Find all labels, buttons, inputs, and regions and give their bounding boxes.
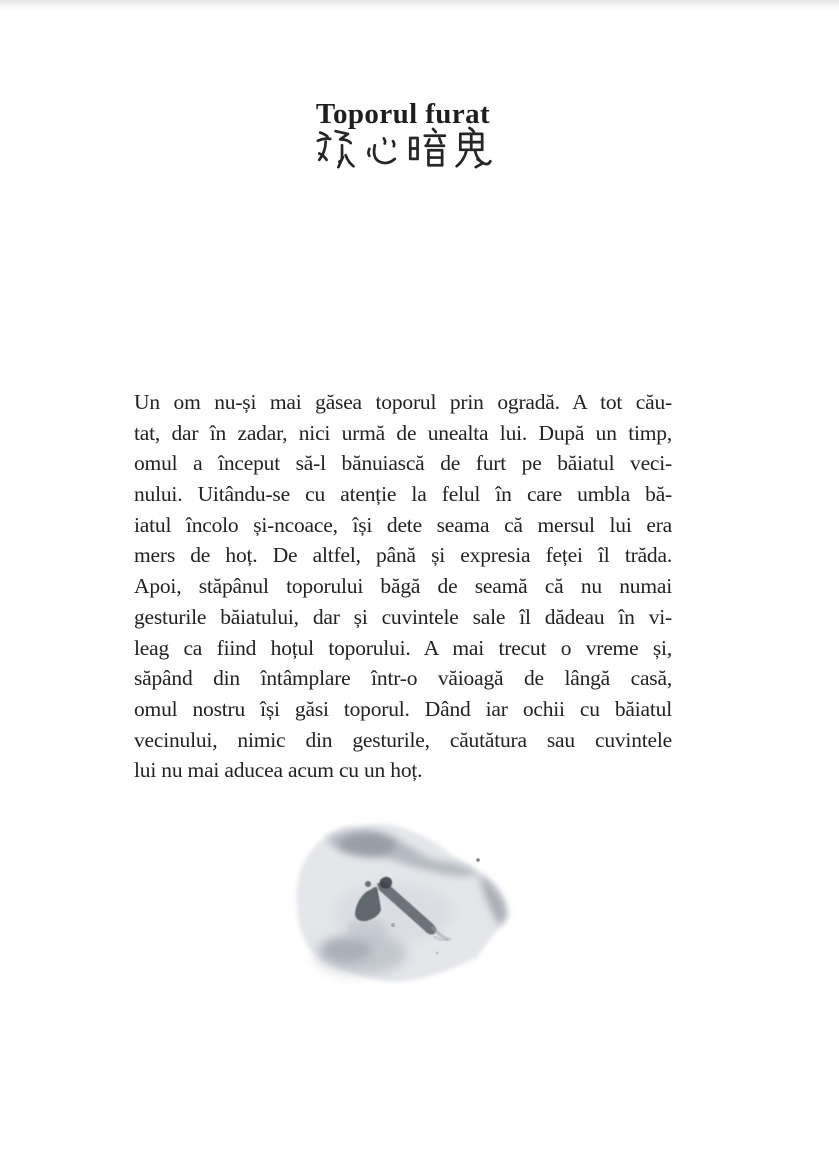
kanji-calligraphy (134, 125, 672, 176)
body-line: gesturile băiatului, dar și cuvintele sale îl dădeau în vi- (134, 604, 672, 629)
body-line: lui nu mai aducea acum cu un hoț. (134, 758, 423, 783)
page-top-shadow (0, 0, 839, 10)
body-line: săpând din întâmplare într-o văioagă de lângă casă, (134, 666, 672, 691)
body-line: nului. Uitându-se cu atenție la felul în care umbla bă- (134, 482, 672, 507)
body-line: iatul încolo și-ncoace, își dete seama că mersul lui era (134, 512, 672, 537)
body-line: Apoi, stăpânul toporului băgă de seamă că nu numai (134, 574, 672, 599)
body-line: omul a început să-l bănuiască de furt pe băiatul veci- (134, 451, 672, 476)
axe-ink-illustration-icon (283, 818, 517, 986)
body-line: Un om nu-și mai găsea toporul prin ogradă. A tot cău- (134, 390, 672, 414)
axe-ink-illustration (283, 818, 517, 986)
page-title: Toporul furat (315, 98, 491, 131)
body-line: tat, dar în zadar, nici urmă de unealta lui. După un timp, (134, 420, 672, 445)
body-line: leag ca fiind hoțul toporului. A mai trecut o vreme și, (134, 635, 672, 660)
kanji-calligraphy-icon (312, 125, 494, 171)
body-line: mers de hoț. De altfel, până și expresia feței îl trăda. (134, 543, 672, 568)
body-line: vecinului, nimic din gesturile, căutătura sau cuvintele (134, 727, 672, 752)
body-line: omul nostru își găsi toporul. Dând iar ochii cu băiatul (134, 696, 672, 721)
story-paragraph (134, 387, 672, 786)
